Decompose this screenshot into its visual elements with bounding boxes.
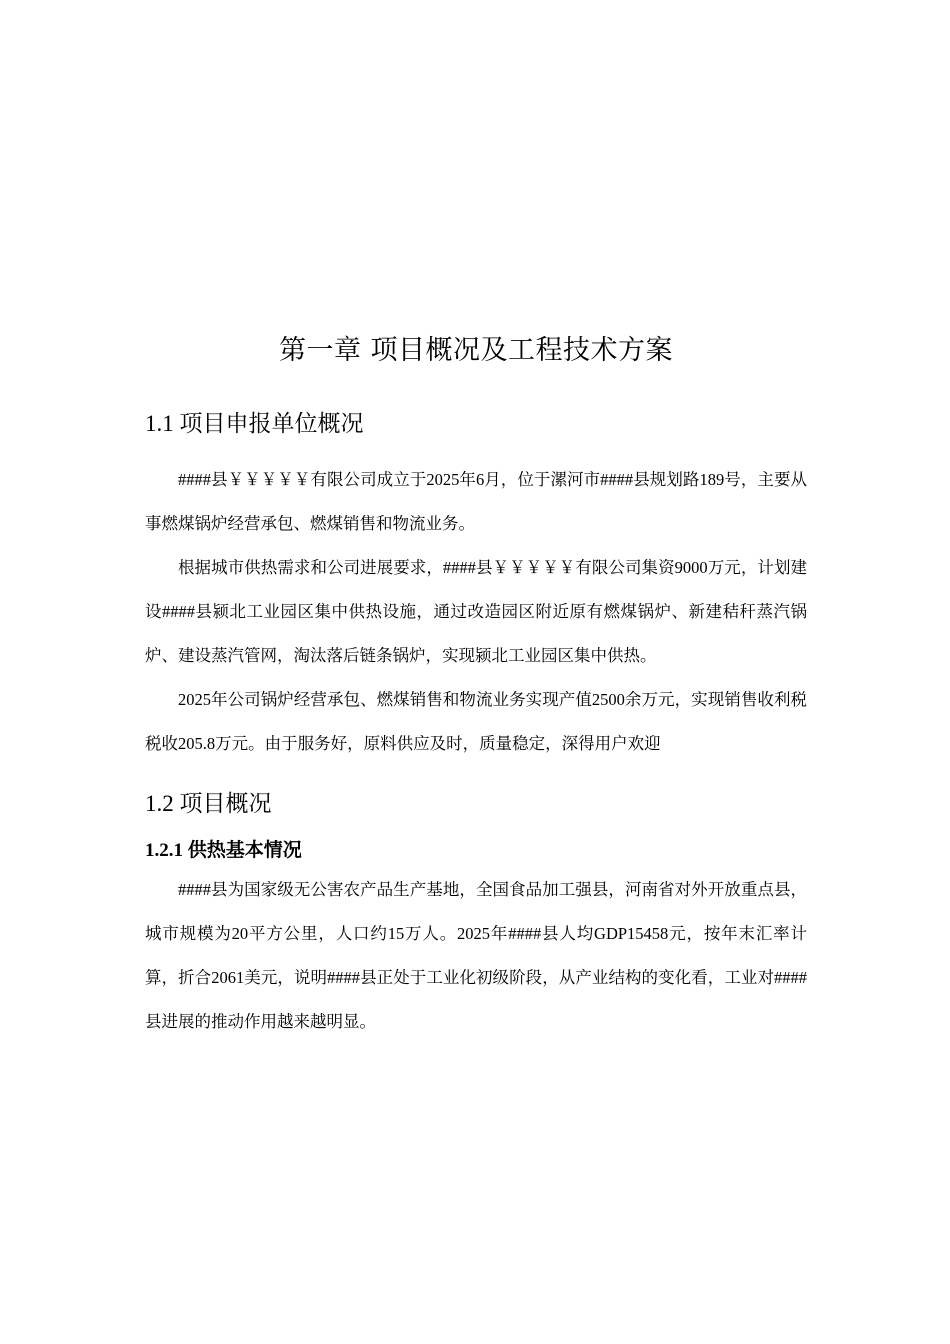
- paragraph: 2025年公司锅炉经营承包、燃煤销售和物流业务实现产值2500余万元，实现销售收利税税收205.8万元。由于服务好，原料供应及时，质量稳定，深得用户欢迎: [145, 690, 807, 753]
- section-title-1-1: 1.1 项目申报单位概况: [145, 411, 364, 436]
- chapter-title: 第一章 项目概况及工程技术方案: [278, 335, 674, 366]
- subsection-title-1-2-1: 1.2.1 供热基本情况: [145, 840, 302, 861]
- section-title-1-2: 1.2 项目概况: [145, 791, 272, 816]
- paragraph: 根据城市供热需求和公司进展要求，####县￥￥￥￥￥有限公司集资9000万元，计划建设####县颍北工业园区集中供热设施，通过改造园区附近原有燃煤锅炉、新建秸秆蒸汽锅炉、建设蒸汽管网，淘汰落后链条锅炉，实现颍北工业园区集中供热。: [145, 558, 807, 665]
- paragraph: ####县￥￥￥￥￥有限公司成立于2025年6月，位于漯河市####县规划路189号，主要从事燃煤锅炉经营承包、燃煤销售和物流业务。: [145, 470, 807, 533]
- document-body: [145, 326, 807, 1044]
- paragraph: ####县为国家级无公害农产品生产基地，全国食品加工强县，河南省对外开放重点县，城市规模为20平方公里，人口约15万人。2025年####县人均GDP15458元，按年末汇率计算，折合2061美元，说明####县正处于工业化初级阶段，从产业结构的变化看，工业对####县进展的推动作用越来越明显。: [145, 880, 807, 1031]
